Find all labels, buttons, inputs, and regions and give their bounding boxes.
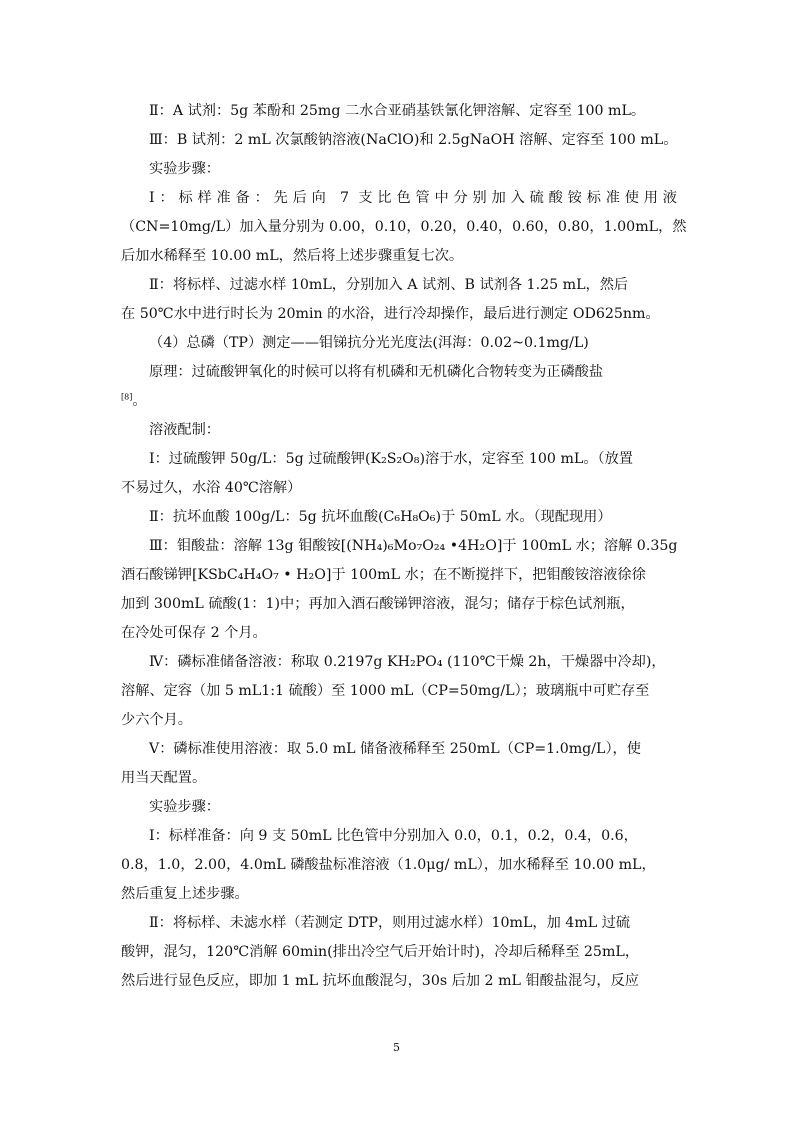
text-line xyxy=(121,387,677,416)
text-line xyxy=(121,242,677,271)
text-line xyxy=(121,590,677,619)
text-line xyxy=(121,97,677,126)
text-line xyxy=(121,358,677,387)
text-line-content: 用当天配置。 xyxy=(121,770,207,786)
text-line-content: 溶解、定容（加 5 mL1:1 硫酸）至 1000 mL（CP=50mg/L）；玻璃瓶中可贮存至 xyxy=(121,683,650,699)
text-line xyxy=(121,329,677,358)
text-line-content: Ⅲ：钼酸盐：溶解 13g 钼酸铵[(NH₄)₆Mo₇O₂₄ •4H₂O]于 100mL 水；溶解 0.35g xyxy=(149,538,678,554)
text-line xyxy=(121,619,677,648)
text-line xyxy=(121,532,677,561)
text-line-content: 在冷处可保存 2 个月。 xyxy=(121,625,267,641)
text-line-content: Ⅰ：标样准备：先后向 7 支比色管中分别加入硫酸铵标准使用液 xyxy=(149,190,677,206)
text-line xyxy=(121,126,677,155)
text-line xyxy=(121,677,677,706)
text-line-content: Ⅲ：B 试剂：2 mL 次氯酸钠溶液(NaClO)和 2.5gNaOH 溶解、定容至 100 mL。 xyxy=(149,132,678,148)
text-line-content: Ⅴ：磷标准使用溶液：取 5.0 mL 储备液稀释至 250mL（CP=1.0mg/L），使 xyxy=(149,741,641,757)
text-line xyxy=(121,503,677,532)
text-line-content: 实验步骤： xyxy=(149,799,220,815)
text-line-content: 实验步骤： xyxy=(149,161,220,177)
text-line-content: 加到 300mL 硫酸(1：1)中；再加入酒石酸锑钾溶液，混匀；储存于棕色试剂瓶， xyxy=(121,596,635,612)
text-line-content: 0.8，1.0，2.00，4.0mL 磷酸盐标准溶液（1.0μg/ mL），加水稀释至 10.00 mL， xyxy=(121,857,656,873)
text-line xyxy=(121,416,677,445)
text-line-content: 酒石酸锑钾[KSbC₄H₄O₇ • H₂O]于 100mL 水；在不断搅拌下，把钼酸铵溶液徐徐 xyxy=(121,567,646,583)
text-line-content: 不易过久，水浴 40℃溶解） xyxy=(121,480,302,496)
text-line xyxy=(121,474,677,503)
text-line-content: Ⅱ：A 试剂：5g 苯酚和 25mg 二水合亚硝基铁氰化钾溶解、定容至 100 mL。 xyxy=(149,103,646,119)
text-line-content: 溶液配制： xyxy=(149,422,220,438)
text-line-content: Ⅱ：抗坏血酸 100g/L：5g 抗坏血酸(C₆H₈O₆)于 50mL 水。（现配现用） xyxy=(149,509,612,525)
text-line xyxy=(121,967,677,996)
text-line-content: Ⅱ：将标样、未滤水样（若测定 DTP，则用过滤水样）10mL，加 4mL 过硫 xyxy=(149,915,631,931)
text-line xyxy=(121,300,677,329)
text-line-content: （CN=10mg/L）加入量分别为 0.00，0.10，0.20，0.40，0.60，0.80，1.00mL，然 xyxy=(121,219,687,235)
text-line xyxy=(121,880,677,909)
text-line xyxy=(121,184,677,213)
body-text xyxy=(121,97,687,996)
text-line xyxy=(121,851,677,880)
text-line-content: Ⅰ：标样准备：向 9 支 50mL 比色管中分别加入 0.0，0.1，0.2，0.4，0.6， xyxy=(149,828,638,844)
text-line xyxy=(121,561,677,590)
text-line xyxy=(121,155,677,184)
text-line xyxy=(121,822,677,851)
text-line-content: 然后重复上述步骤。 xyxy=(121,886,249,902)
text-line xyxy=(121,706,677,735)
text-line-content: 酸钾，混匀，120℃消解 60min(排出冷空气后开始计时)，冷却后稀释至 25mL， xyxy=(121,944,640,960)
text-line-content: Ⅳ：磷标准储备溶液：称取 0.2197g KH₂PO₄ (110℃干燥 2h，干燥器中冷却)， xyxy=(149,654,666,670)
citation-superscript: [8] xyxy=(121,392,133,402)
text-line-content: 在 50℃水中进行时长为 20min 的水浴，进行冷却操作，最后进行测定 OD625nm。 xyxy=(121,306,660,322)
text-line xyxy=(121,213,687,242)
text-line-content: 。 xyxy=(132,393,147,409)
text-line xyxy=(121,764,677,793)
text-line-content: （4）总磷（TP）测定——钼锑抗分光光度法(洱海：0.02~0.1mg/L) xyxy=(149,335,589,351)
text-line xyxy=(121,445,677,474)
text-line xyxy=(121,909,677,938)
text-line-content: 原理：过硫酸钾氧化的时候可以将有机磷和无机磷化合物转变为正磷酸盐 xyxy=(149,364,604,380)
text-line-content: 然后进行显色反应，即加 1 mL 抗坏血酸混匀，30s 后加 2 mL 钼酸盐混匀，反应 xyxy=(121,973,639,989)
text-line-content: 少六个月。 xyxy=(121,712,192,728)
text-line xyxy=(121,793,677,822)
page-number: 5 xyxy=(393,1041,400,1054)
text-line xyxy=(121,938,677,967)
text-line-content: Ⅰ：过硫酸钾 50g/L：5g 过硫酸钾(K₂S₂O₈)溶于水，定容至 100 mL。（放置 xyxy=(149,451,633,467)
text-line xyxy=(121,648,677,677)
text-line xyxy=(121,735,677,764)
text-line-content: 后加水稀释至 10.00 mL，然后将上述步骤重复七次。 xyxy=(121,248,464,264)
text-line-content: Ⅱ：将标样、过滤水样 10mL，分别加入 A 试剂、B 试剂各 1.25 mL，然后 xyxy=(149,277,629,293)
text-line xyxy=(121,271,677,300)
